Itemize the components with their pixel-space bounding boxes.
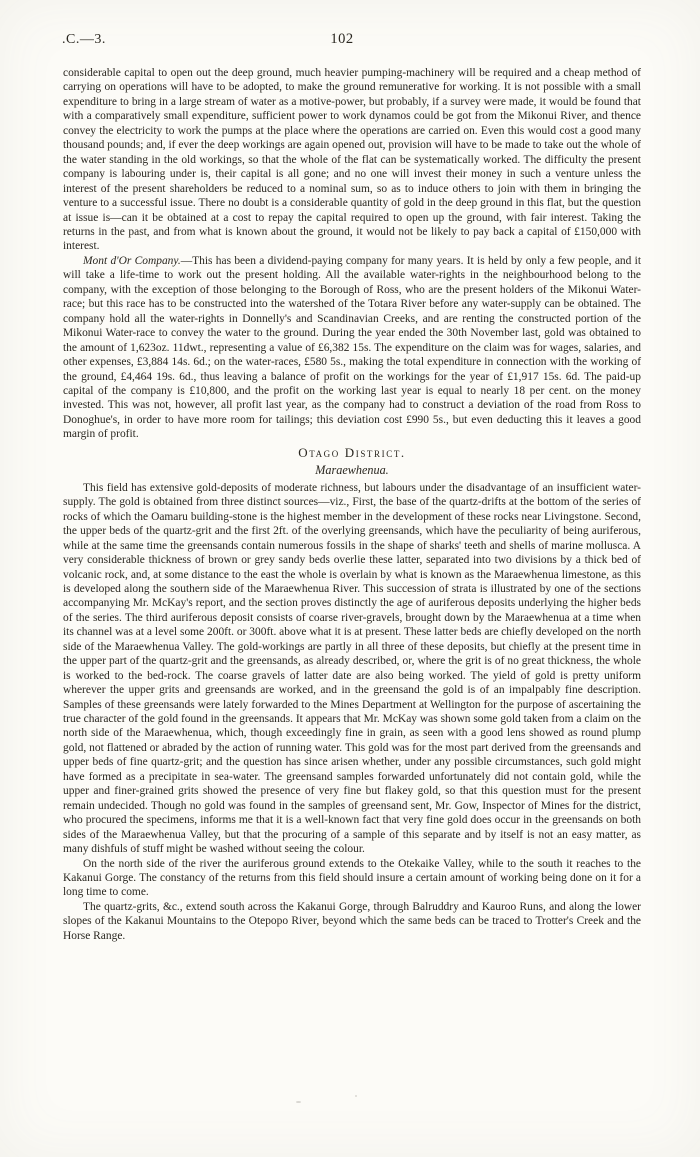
- document-body: [63, 66, 641, 943]
- report-code: .C.—3.: [62, 32, 106, 47]
- scan-speck: [296, 1101, 301, 1103]
- paragraph-mikonui-continuation: considerable capital to open out the deep ground, much heavier pumping-machinery will be required and a cheap method of carrying on operations will have to be adopted, to make the ground remunerative for working. It is not possible with a small expenditure to bring in a large stream of water as a motive-power, but probably, if a survey were made, it would be found that with a comparatively small expenditure, sufficient power to work dynamos could be got from the Mikonui River, and thence convey the electricity to work the pumps at the place where the operations are carried on. Even this would cost a good many thousand pounds; and, if ever the deep workings are again opened out, provision will have to be made to take out the whole of the water standing in the old workings, so that the whole of the flat can be systematically worked. The difficulty the present company is labouring under is, their capital is all gone; and no one will invest their money in such a venture unless the interest of the present shareholders be reduced to a nominal sum, so as to induce others to join with them in bringing the venture to a successful issue. There no doubt is a considerable quantity of gold in the deep ground in this flat, but the question at issue is—can it be obtained at a cost to repay the capital required to open up the ground, with fair interest. Taking the returns in the past, and from what is known about the ground, it would not be likely to pay back a capital of £150,000 with interest.: [63, 67, 641, 253]
- section-heading-otago-district: Otago District.: [298, 444, 406, 460]
- subsection-heading-maraewhenua: Maraewhenua.: [315, 462, 389, 477]
- paragraph-mont-dor-text: —This has been a dividend-paying company for many years. It is held by only a few people, and it will take a life-time to work out the present holding. All the available water-rights in the neighbourhood belong to the company, with the exception of those belonging to the Borough of Ross, who are the present holders of the Mikonui Water-race; but this race has to be constructed into the watershed of the Totara River before any water-supply can be obtained. The company hold all the water-rights in Donnelly's and Scandinavian Creeks, and are renting the constructed portion of the Mikonui Water-race to convey the water to the ground. During the year ended the 30th November last, gold was obtained to the amount of 1,623oz. 11dwt., representing a value of £6,382 15s. The expenditure on the claim was for wages, salaries, and other expenses, £3,884 14s. 6d.; on the water-races, £580 5s., making the total expenditure in connection with the working of the ground, £4,464 19s. 6d., thus leaving a balance of profit on the workings for the year of £1,917 15s. 6d. The paid-up capital of the company is £10,800, and the profit on the working last year is equal to nearly 18 per cent. on the money invested. This was not, however, all profit last year, as the company had to construct a deviation of the road from Ross to Donoghue's, in order to have more room for tailings; this deviation cost £990 5s., but even deducting this it leaves a good margin of profit.: [63, 254, 641, 441]
- company-name-italic: Mont d'Or Company.: [83, 254, 181, 267]
- paragraph-mont-dor: [63, 254, 641, 442]
- paragraph-auriferous-extent: On the north side of the river the auriferous ground extends to the Otekaike Valley, while to the south it reaches to the Kakanui Gorge. The constancy of the returns from this field should insure a certain amount of working being done on it for a long time to come.: [63, 857, 641, 899]
- paragraph-quartz-grits-south: The quartz-grits, &c., extend south across the Kakanui Gorge, through Balruddry and Kauroo Runs, and along the lower slopes of the Kakanui Mountains to the Otepopo River, beyond which the same beds can be traced to Trotter's Creek and the Horse Range.: [63, 900, 641, 942]
- paragraph-maraewhenua-field: This field has extensive gold-deposits of moderate richness, but labours under the disadvantage of an insufficient water-supply. The gold is obtained from three distinct sources—viz., First, the base of the quartz-drifts at the bottom of the series of rocks of which the Oamaru building-stone is the highest member in the development of these rocks near Livingstone. Second, the upper beds of the quartz-grit and the first 2ft. of the overlying greensands, which have the peculiarity of being auriferous, while at the same time the greensands contain numerous fossils in the shape of sharks' teeth and shells of marine mollusca. A very considerable thickness of brown or grey sandy beds overlie these latter, separated into two divisions by a thick bed of volcanic rock, and, at some distance to the east the whole is overlain by what is known as the Maraewhenua limestone, as this is developed along the southern side of the Maraewhenua River. This succession of strata is illustrated by one of the sections accompanying Mr. McKay's report, and the section proves distinctly the age of auriferous deposits underlying the higher beds of the series. The third auriferous deposit consists of coarse river-gravels, brought down by the Maraewhenua at a time when its channel was at a level some 200ft. or 300ft. above what it is at present. These latter beds are chiefly developed on the north side of the Maraewhenua Valley. The gold-workings are partly in all three of these deposits, but chiefly at the present time in the upper part of the quartz-grit and the greensands, as already described, or, where the grit is of no great thickness, the whole is worked to the bed-rock. The coarse gravels of latter date are also being worked. The yield of gold is pretty uniform wherever the upper grits and greensands are worked, and in the greensand the gold is of an impalpably fine description. Samples of these greensands were lately forwarded to the Mines Department at Wellington for the purpose of ascertaining the true character of the gold found in the greensands. It appears that Mr. McKay was shown some gold taken from a claim on the north side of the Maraewhenua, which, though exceedingly fine in grain, as seen with a good lens showed as round plump gold, not flattened or abraded by the action of running water. This gold was for the most part derived from the greensands and upper beds of fine quartz-grit; and the question has since arisen whether, under any possible circumstances, such gold might have formed as a precipitate in sea-water. The greensand samples forwarded unfortunately did not contain gold, while the upper and finer-grained grits showed the presence of very fine but flakey gold, so that this question must for the present remain undecided. Though no gold was found in the samples of greensand sent, Mr. Gow, Inspector of Mines for the district, who procured the specimens, informs me that it is a well-known fact that very fine gold does occur in the greensands on both sides of the Maraewhenua Valley, but that the procuring of a sample of this separate and by itself is not an easy matter, as many dishfuls of stuff might be washed without seeing the colour.: [63, 481, 641, 856]
- page-number: 102: [330, 31, 354, 47]
- scan-speck: [355, 1095, 357, 1097]
